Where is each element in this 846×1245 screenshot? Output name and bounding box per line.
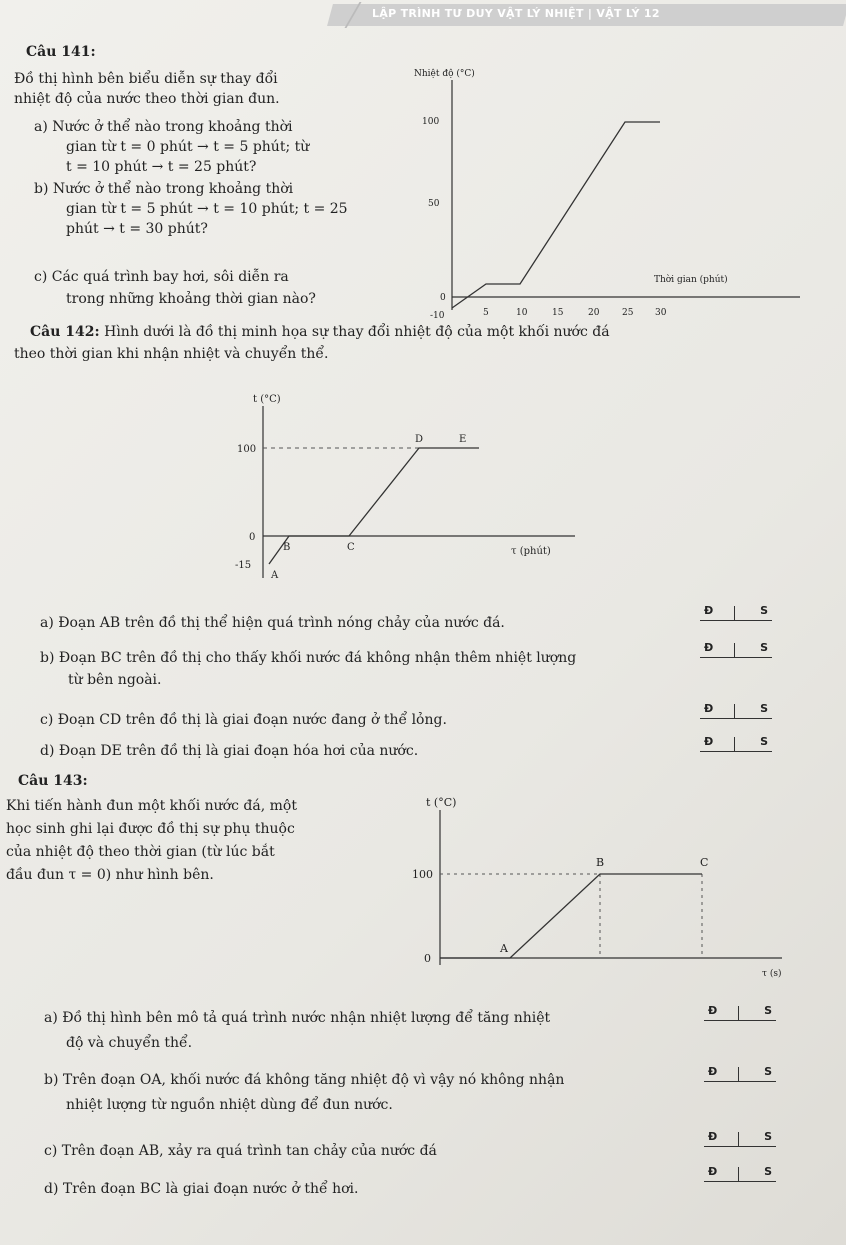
divider (738, 1067, 739, 1081)
divider (738, 1167, 739, 1181)
q142-a-true-false-box[interactable] (700, 606, 772, 621)
y-tick-label: 100 (237, 444, 257, 455)
point-label: B (283, 542, 291, 553)
point-label: B (596, 856, 605, 869)
q141-b-line: gian từ t = 5 phút → t = 10 phút; t = 25 (66, 201, 348, 217)
q142-item-a: a) Đoạn AB trên đồ thị thể hiện quá trình nóng chảy của nước đá. (40, 615, 505, 631)
divider (738, 1132, 739, 1146)
q141-intro-line: nhiệt độ của nước theo thời gian đun. (14, 91, 280, 107)
y-tick-label: 0 (440, 293, 446, 303)
false-mark: S (764, 1130, 772, 1143)
x-tick-label: 30 (655, 308, 667, 318)
q143-title: Câu 143: (18, 773, 88, 789)
point-label: C (347, 542, 355, 553)
true-mark: Đ (708, 1130, 718, 1143)
temperature-curve (269, 448, 479, 564)
true-mark: Đ (704, 702, 714, 715)
y-axis-label: t (°C) (253, 394, 281, 405)
q143-item-c: c) Trên đoạn AB, xảy ra quá trình tan chảy của nước đá (44, 1143, 437, 1159)
true-mark: Đ (704, 641, 714, 654)
point-label: E (459, 434, 467, 445)
false-mark: S (764, 1004, 772, 1017)
divider (738, 1006, 739, 1020)
x-tick-label: 25 (622, 308, 634, 318)
y-tick-label: 0 (249, 532, 256, 543)
y-tick-label: -10 (430, 311, 445, 321)
false-mark: S (764, 1065, 772, 1078)
q143-graph (410, 790, 790, 985)
divider (734, 606, 735, 620)
q142-item-b: b) Đoạn BC trên đồ thị cho thấy khối nước đá không nhận thêm nhiệt lượng (40, 650, 577, 666)
x-tick-label: 15 (552, 308, 564, 318)
y-tick-label: 0 (424, 952, 431, 965)
q141-a-line: t = 10 phút → t = 25 phút? (66, 159, 257, 175)
q141-title: Câu 141: (26, 44, 96, 60)
q142-intro-text: Hình dưới là đồ thị minh họa sự thay đổi nhiệt độ của một khối nước đá (99, 324, 610, 340)
q141-b-line: phút → t = 30 phút? (66, 221, 208, 237)
q143-a-true-false-box[interactable] (704, 1006, 776, 1021)
q142-b-true-false-box[interactable] (700, 643, 772, 658)
q142-item-c: c) Đoạn CD trên đồ thị là giai đoạn nước đang ở thể lỏng. (40, 712, 447, 728)
q141-a-line: a) Nước ở thể nào trong khoảng thời (34, 119, 293, 135)
q142-intro (30, 323, 610, 342)
q143-intro-line: Khi tiến hành đun một khối nước đá, một (6, 798, 297, 814)
q141-c-line: trong những khoảng thời gian nào? (66, 291, 316, 307)
x-tick-label: 10 (516, 308, 528, 318)
point-label: A (271, 570, 279, 581)
y-tick-label: 100 (412, 868, 433, 881)
q141-a-line: gian từ t = 0 phút → t = 5 phút; từ (66, 139, 310, 155)
x-axis-label: τ (phút) (511, 546, 551, 557)
false-mark: S (764, 1165, 772, 1178)
divider (734, 643, 735, 657)
temperature-curve (440, 874, 702, 958)
false-mark: S (760, 702, 768, 715)
q141-graph (400, 60, 810, 325)
x-tick-label: 5 (483, 308, 489, 318)
q143-d-true-false-box[interactable] (704, 1167, 776, 1182)
x-axis-label: Thời gian (phút) (654, 275, 728, 285)
divider (734, 704, 735, 718)
q141-intro-line: Đồ thị hình bên biểu diễn sự thay đổi (14, 71, 278, 87)
true-mark: Đ (708, 1165, 718, 1178)
q143-item-b-cont: nhiệt lượng từ nguồn nhiệt dùng để đun nước. (66, 1097, 393, 1113)
divider (734, 737, 735, 751)
q141-b-line: b) Nước ở thể nào trong khoảng thời (34, 181, 294, 197)
header-title: LẬP TRÌNH TƯ DUY VẬT LÝ NHIỆT | VẬT LÝ 12 (372, 7, 660, 20)
point-label: A (500, 942, 508, 955)
x-axis-label: τ (s) (762, 969, 782, 979)
q143-c-true-false-box[interactable] (704, 1132, 776, 1147)
q142-d-true-false-box[interactable] (700, 737, 772, 752)
q143-intro-line: đầu đun τ = 0) như hình bên. (6, 867, 214, 883)
false-mark: S (760, 604, 768, 617)
x-tick-label: 20 (588, 308, 600, 318)
q143-intro-line: của nhiệt độ theo thời gian (từ lúc bắt (6, 844, 275, 860)
point-label: D (415, 434, 424, 445)
y-tick-label: 100 (422, 117, 440, 127)
q142-item-d: d) Đoạn DE trên đồ thị là giai đoạn hóa hơi của nước. (40, 743, 419, 759)
q142-title: Câu 142: (30, 324, 100, 340)
q143-item-b: b) Trên đoạn OA, khối nước đá không tăng nhiệt độ vì vậy nó không nhận (44, 1072, 565, 1088)
y-axis-label: Nhiệt độ (°C) (414, 69, 475, 79)
point-label: C (700, 856, 709, 869)
false-mark: S (760, 735, 768, 748)
temperature-curve (452, 122, 660, 308)
true-mark: Đ (708, 1004, 718, 1017)
true-mark: Đ (704, 735, 714, 748)
q142-c-true-false-box[interactable] (700, 704, 772, 719)
q141-c-line: c) Các quá trình bay hơi, sôi diễn ra (34, 269, 289, 285)
true-mark: Đ (708, 1065, 718, 1078)
q142-item-b-cont: từ bên ngoài. (68, 672, 162, 688)
q143-b-true-false-box[interactable] (704, 1067, 776, 1082)
q142-intro-line: theo thời gian khi nhận nhiệt và chuyển thể. (14, 346, 329, 362)
q143-intro-line: học sinh ghi lại được đồ thị sự phụ thuộc (6, 821, 295, 837)
q142-graph (225, 388, 585, 588)
y-tick-label: 50 (428, 199, 440, 209)
y-axis-label: t (°C) (426, 796, 457, 809)
q143-item-a: a) Đồ thị hình bên mô tả quá trình nước nhận nhiệt lượng để tăng nhiệt (44, 1010, 551, 1026)
true-mark: Đ (704, 604, 714, 617)
q143-item-d: d) Trên đoạn BC là giai đoạn nước ở thể hơi. (44, 1181, 359, 1197)
false-mark: S (760, 641, 768, 654)
q143-item-a-cont: độ và chuyển thể. (66, 1035, 193, 1051)
y-tick-label: -15 (235, 560, 252, 571)
